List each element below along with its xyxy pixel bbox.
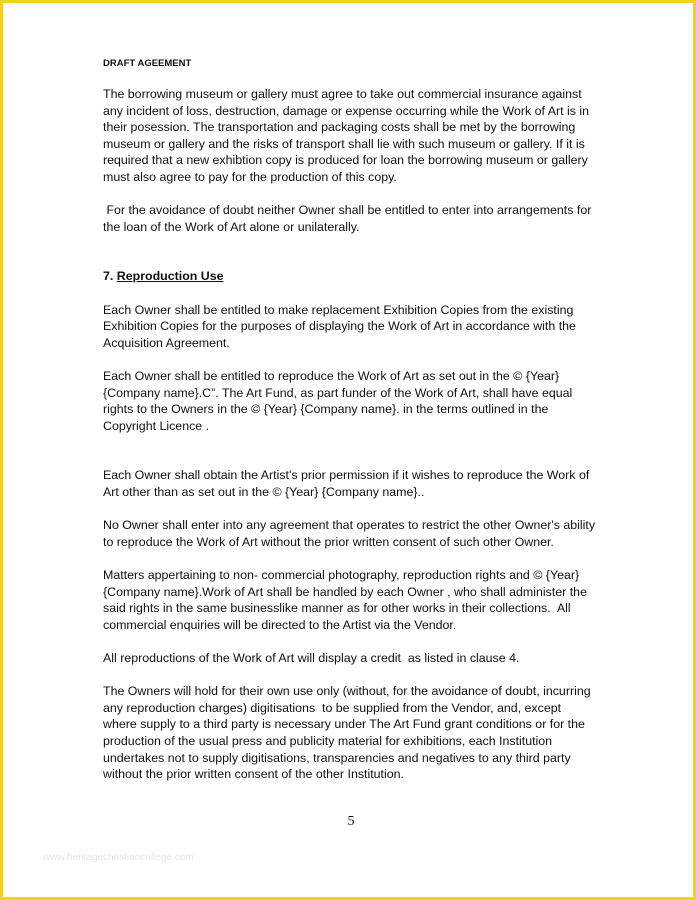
paragraph-insurance: The borrowing museum or gallery must agree to take out commercial insurance against any incident of loss, destruction, damage or expense occurring while the Work of Art is in their posession. The transportation and packaging costs shall be met by the borrowing museum or gallery and the risks of transport shall lie with such museum or gallery. If it is required that a new exhibtion copy is produced for loan the borrowing museum or gallery must also agree to pay for the production of this copy.: [103, 87, 590, 184]
paragraph-photography: Matters appertaining to non- commercial photography, reproduction rights and © {Year} {Company name}.Work of Art shall be handled by each Owner , who shall administer the said rights in the same businesslike manner as for other works in their collections. All commercial enquiries will be directed to the Artist via the Vendor.: [103, 568, 591, 632]
paragraph-digitisations: The Owners will hold for their own use only (without, for the avoidance of doubt, incurring any reproduction charges) digitisations to be supplied from the Vendor, and, except where supply to a third party is necessary under The Art Fund grant conditions or for the production of the usual press and publicity material for exhibitions, each Institution undertakes not to supply digitisations, transparencies and negatives to any third party without the prior written consent of the other Institution.: [103, 684, 595, 782]
page-number: 5: [347, 814, 355, 829]
section-number: 7.: [103, 269, 114, 284]
watermark: www.heritagechristiancollege.com: [43, 852, 194, 863]
paragraph-reproduce-rights: Each Owner shall be entitled to reproduce the Work of Art as set out in the © {Year} {Company name}.C”. The Art Fund, as part funder of the Work of Art, shall have equal rights to the Owners in the © {Year} {Company name}. in the terms outlined in the Copyright Licence .: [103, 368, 573, 433]
paragraph-artist-permission: Each Owner shall obtain the Artist's prior permission if it wishes to reproduce the Work of Art other than as set out in the © {Year} {Company name}..: [103, 468, 590, 500]
section-heading: [103, 268, 598, 285]
paragraph-credit: All reproductions of the Work of Art will display a credit as listed in clause 4.: [103, 651, 520, 665]
paragraph-loan: For the avoidance of doubt neither Owner shall be entitled to enter into arrangements for the loan of the Work of Art alone or unilaterally.: [103, 203, 595, 234]
document-body: [103, 58, 598, 799]
document-title: DRAFT AGEEMENT: [103, 58, 192, 69]
paragraph-no-restriction: No Owner shall enter into any agreement that operates to restrict the other Owner's ability to reproduce the Work of Art without the prior written consent of such other Owner.: [103, 518, 596, 549]
paragraph-replacement-copies: Each Owner shall be entitled to make replacement Exhibition Copies from the existing Exhibition Copies for the purposes of displaying the Work of Art in accordance with the Acquisition Agreement.: [103, 302, 576, 350]
section-title: Reproduction Use: [116, 269, 224, 284]
blank-line: [103, 451, 598, 468]
